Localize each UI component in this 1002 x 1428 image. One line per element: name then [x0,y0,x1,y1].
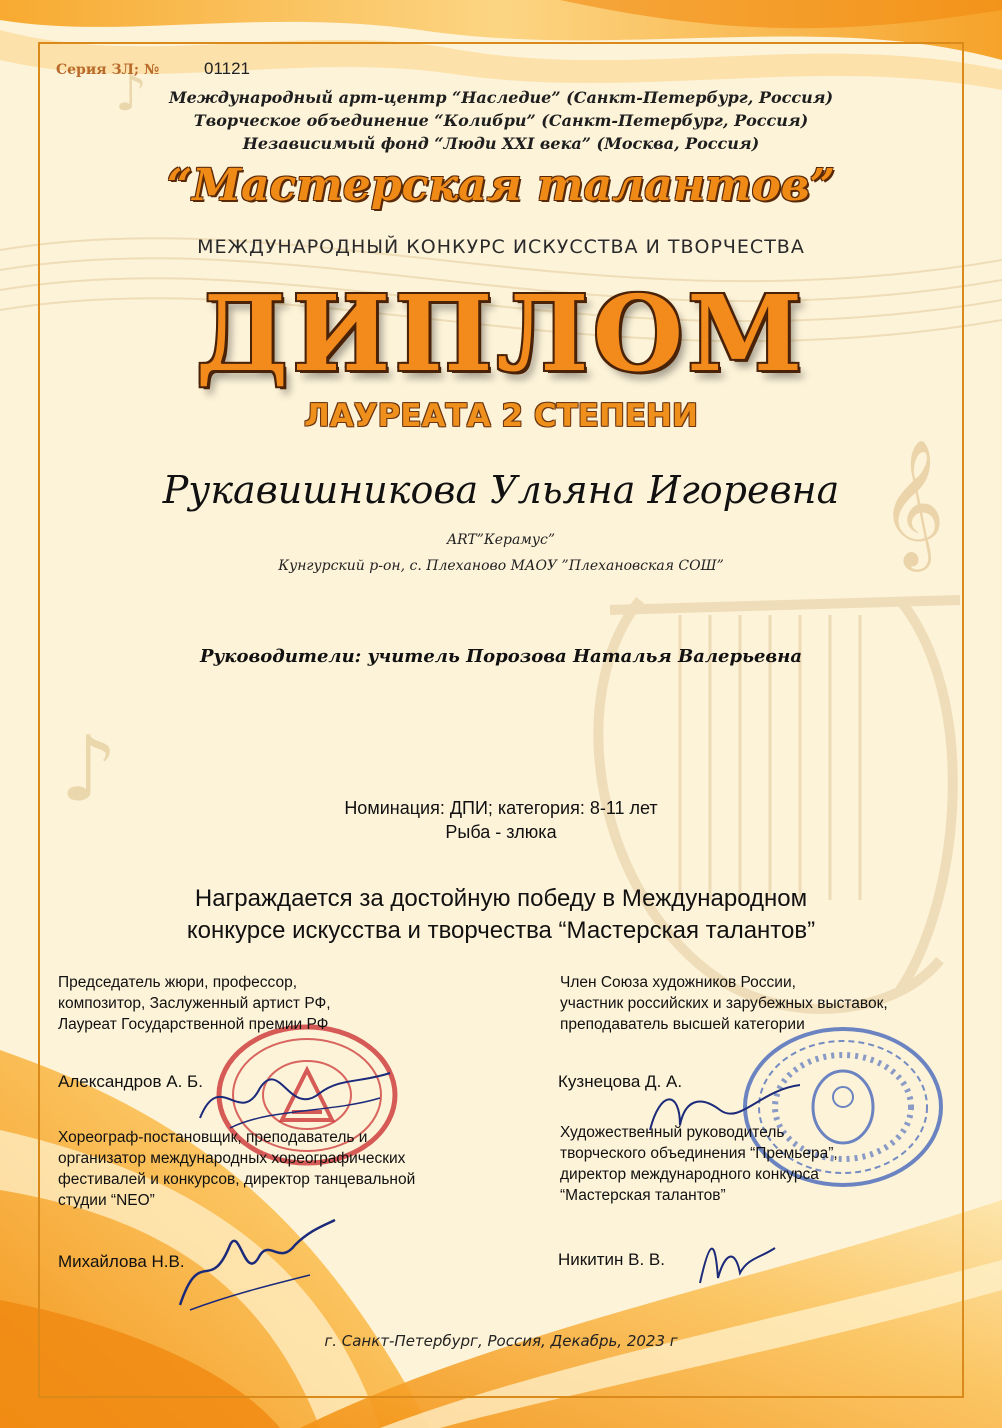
award-line-2: конкурсе искусства и творчества “Мастерская талантов” [186,917,816,944]
recipient-school: Кунгурский р-он, с. Плеханово МАОУ ”Плехановская СОШ” [278,558,724,574]
serial-label: Серия ЗЛ; № [56,62,160,78]
document-title: ДИПЛОМ [195,272,807,395]
title-line: директор международного конкурса [560,1166,819,1183]
degree-label: ЛАУРЕАТА 2 СТЕПЕНИ [304,398,698,434]
recipient-studio: ART”Керамус” [446,532,556,548]
contest-name: “Мастерская талантов” [166,160,835,211]
signatory-left-top-name: Александров А. Б. [58,1072,203,1091]
serial-number: 01121 [204,59,251,78]
svg-text:𝄞: 𝄞 [880,438,946,566]
organizer-1: Международный арт-центр “Наследие” (Санкт-Петербург, Россия) [168,88,834,107]
title-line: Член Союза художников России, [560,974,796,991]
signatory-left-top-title [58,972,331,1035]
title-line: Председатель жюри, профессор, [58,974,298,991]
nomination-line: Номинация: ДПИ; категория: 8-11 лет [344,798,658,818]
signature-kuznetsova [640,1070,810,1140]
title-line: Художественный руководитель [560,1124,785,1141]
award-line-1: Награждается за достойную победу в Международном [194,885,808,912]
title-line: Хореограф-постановщик, преподаватель и [58,1129,368,1146]
title-line: участник российских и зарубежных выставок, [560,995,888,1012]
leaders-line: Руководители: учитель Порозова Наталья Валерьевна [199,646,802,667]
title-line: Лауреат Государственной премии РФ [58,1016,329,1033]
title-line: студии “NEO” [58,1192,155,1209]
recipient-name: Рукавишникова Ульяна Игоревна [162,468,840,512]
svg-text:♪: ♪ [115,64,147,122]
title-line: “Мастерская талантов” [560,1187,726,1204]
signatory-left-bottom-title [58,1127,415,1211]
signatory-right-top-title [560,972,888,1035]
svg-text:♪: ♪ [60,717,118,822]
title-line: творческого объединения “Премьера”, [560,1145,838,1162]
signature-alexandrov [190,1058,400,1138]
signature-mikhailova [170,1215,340,1315]
title-line: преподаватель высшей категории [560,1016,805,1033]
contest-subtitle: МЕЖДУНАРОДНЫЙ КОНКУРС ИСКУССТВА И ТВОРЧЕСТВА [197,236,805,258]
signatory-left-bottom-name: Михайлова Н.В. [58,1252,185,1271]
place-and-date: г. Санкт-Петербург, Россия, Декабрь, 2023 г [324,1332,678,1350]
signatory-right-bottom-name: Никитин В. В. [558,1250,665,1269]
title-line: композитор, Заслуженный артист РФ, [58,995,331,1012]
signatory-right-top-name: Кузнецова Д. А. [558,1072,683,1091]
title-line: организатор международных хореографических [58,1150,406,1167]
work-title: Рыба - злюка [445,822,557,842]
signature-nikitin [690,1228,780,1288]
organizer-3: Независимый фонд “Люди XXI века” (Москва, Россия) [242,134,760,153]
title-line: фестивалей и конкурсов, директор танцевальной [58,1171,416,1188]
organizer-2: Творческое объединение “Колибри” (Санкт-Петербург, Россия) [193,111,809,130]
